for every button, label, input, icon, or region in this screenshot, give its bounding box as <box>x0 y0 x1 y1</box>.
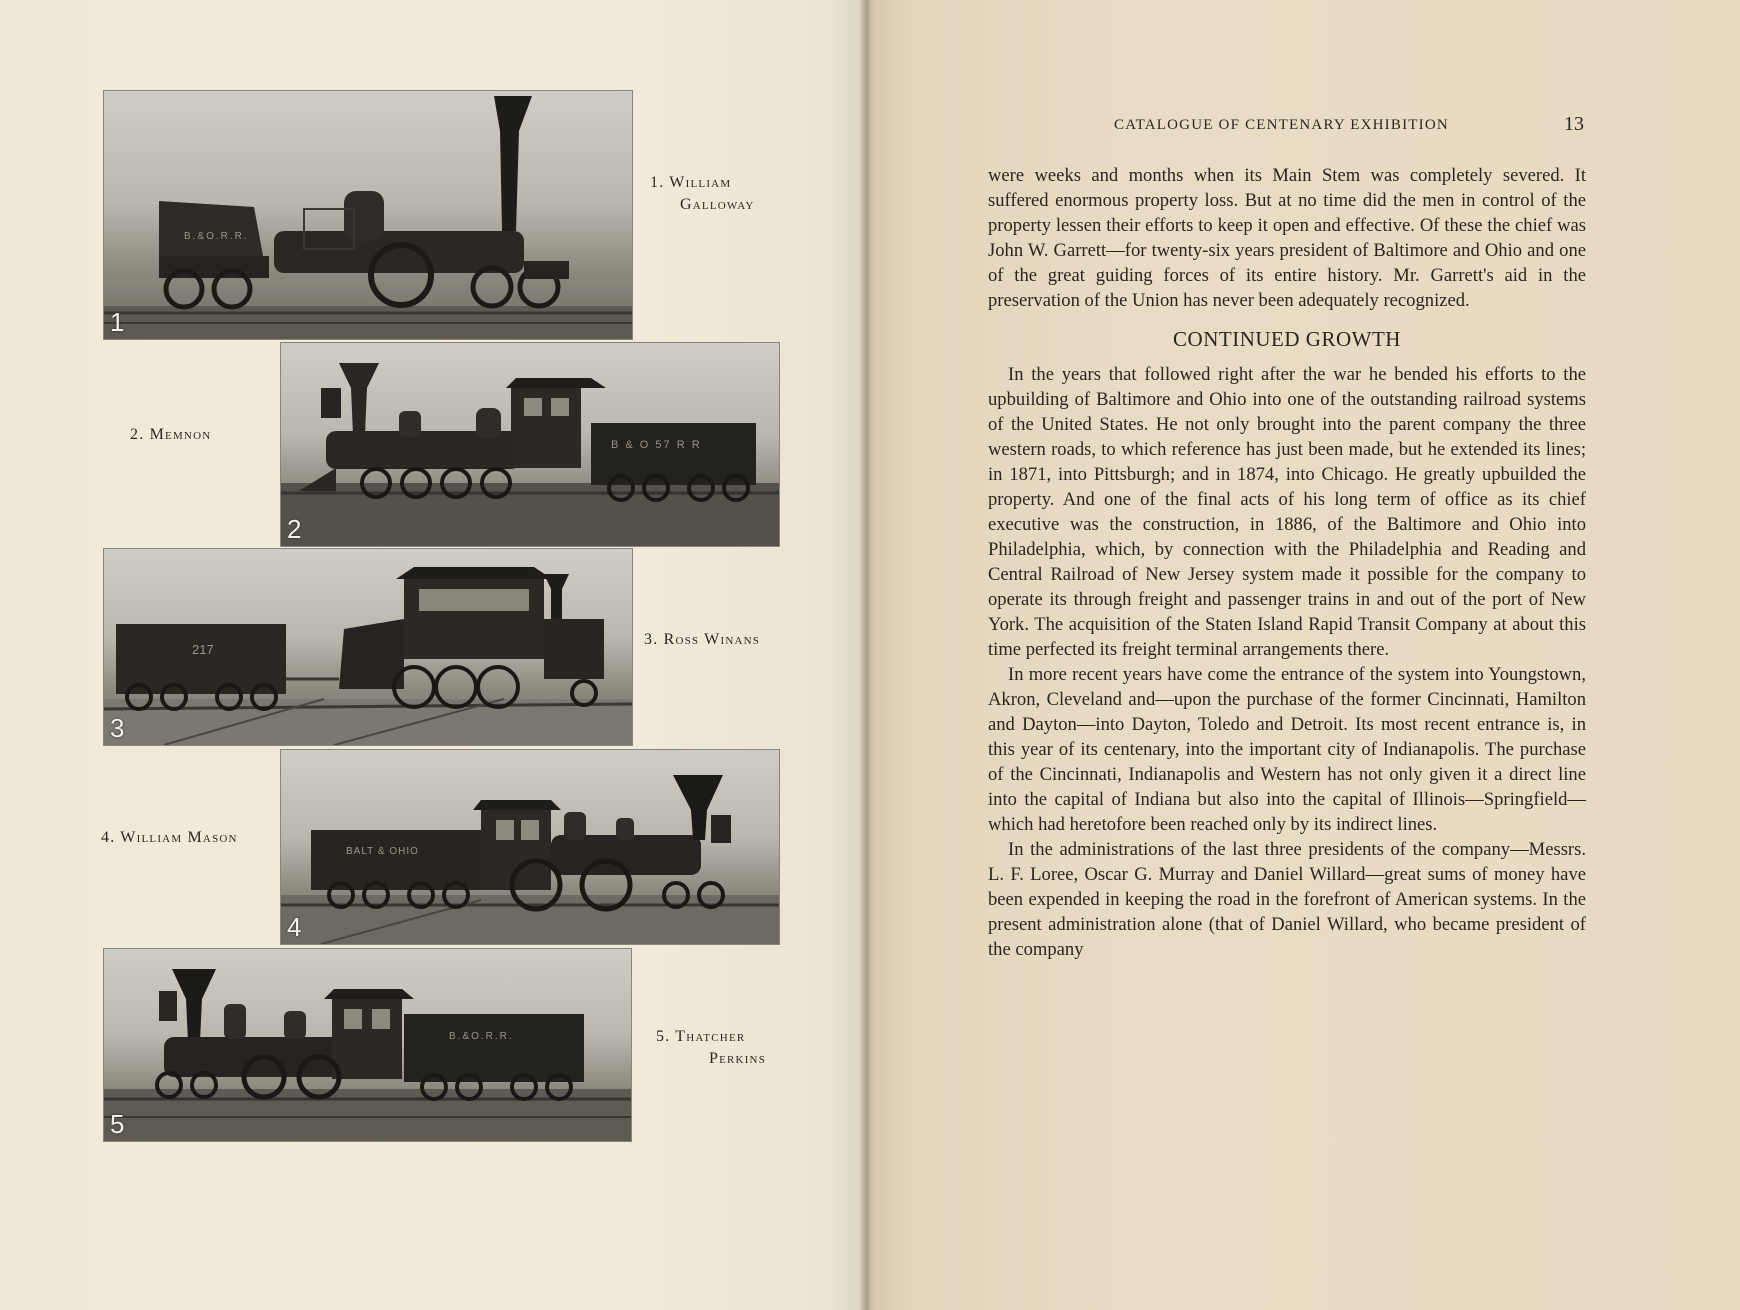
page-number: 13 <box>1564 113 1584 135</box>
caption-line: 2. Memnon <box>130 426 212 443</box>
plate-number: 5 <box>110 1109 125 1139</box>
paragraph: In more recent years have come the entrance of the system into Youngstown, Akron, Cleveland and—upon the purchase of the former Cincinnati, Hamilton and Dayton—into Dayton, Toledo and Detroit. Its most recent entrance is, in this year of its centenary, into the important city of Indianapolis. The purchase of the Cincinnati, Indianapolis and Western has not only given it a direct line into the capital of Indiana but also into the capital of Illinois—Springfield—which had heretofore been reached only by its indirect lines. <box>988 664 1586 835</box>
plate-4-caption <box>101 827 238 849</box>
plate-number: 4 <box>287 912 302 942</box>
caption-line: 3. Ross Winans <box>644 631 761 648</box>
plate-3-caption <box>644 629 760 651</box>
plate-number: 1 <box>110 307 125 337</box>
tender-lettering: 217 <box>192 642 214 657</box>
locomotive-illustration <box>281 750 779 944</box>
locomotive-illustration <box>281 343 779 546</box>
caption-line: Perkins <box>709 1050 767 1067</box>
plate-1-photo <box>103 90 633 340</box>
left-page <box>0 0 868 1310</box>
plate-2-caption <box>130 424 211 446</box>
running-head: CATALOGUE OF CENTENARY EXHIBITION <box>1114 117 1449 133</box>
locomotive-illustration <box>104 91 632 339</box>
tender-lettering: B.&O.R.R. <box>449 1031 514 1042</box>
caption-line: 5. Thatcher <box>656 1028 746 1045</box>
tender-lettering: B.&O.R.R. <box>184 231 249 242</box>
locomotive-illustration <box>104 949 631 1141</box>
body-text <box>988 163 1586 962</box>
plate-3-photo <box>103 548 633 746</box>
caption-line: 4. William Mason <box>101 829 238 846</box>
tender-lettering: B & O 57 R R <box>611 439 702 451</box>
plate-5-caption <box>656 1026 766 1070</box>
section-heading: CONTINUED GROWTH <box>1173 327 1401 351</box>
tender-lettering: BALT & OHIO <box>346 846 419 857</box>
paragraph: In the years that followed right after the war he bended his efforts to the upbuilding of Baltimore and Ohio into one of the outstanding railroad systems of the United States. He not only brought into the parent company the three western roads, to which reference has just been made, but he extended its lines; in 1871, into Pittsburgh; and in 1874, into Chicago. He greatly upbuilded the property. And one of the final acts of his long term of office as its chief executive was the construction, in 1886, of the Baltimore and Ohio into Philadelphia, which, by connection with the Philadelphia and Reading and Central Railroad of New Jersey system made it possible for the company to operate its through freight and passenger trains in and out of the port of New York. The acquisition of the Staten Island Rapid Transit Company at about this time perfected its freight terminal arrangements there. <box>988 364 1586 660</box>
plate-5-photo <box>103 948 632 1142</box>
locomotive-illustration <box>104 549 632 745</box>
paragraph: In the administrations of the last three presidents of the company—Messrs. L. F. Loree, Oscar G. Murray and Daniel Willard—great sums of money have been expended in keeping the road in the forefront of American systems. In the present administration alone (that of Daniel Willard, who became president of the company <box>988 839 1586 960</box>
plate-4-photo <box>280 749 780 945</box>
paragraph: were weeks and months when its Main Stem was completely severed. It suffered enormous property loss. But at no time did the men in control of the property lessen their efforts to keep it open and effective. Of these the chief was John W. Garrett—for twenty-six years president of Baltimore and Ohio and one of the great guiding forces of its entire history. Mr. Garrett's aid in the preservation of the Union has never been adequately recognized. <box>988 165 1586 311</box>
caption-line: Galloway <box>680 196 755 213</box>
plate-1-caption <box>650 172 755 216</box>
plate-number: 3 <box>110 713 125 743</box>
plate-2-photo <box>280 342 780 547</box>
plate-number: 2 <box>287 514 302 544</box>
caption-line: 1. William <box>650 174 732 191</box>
